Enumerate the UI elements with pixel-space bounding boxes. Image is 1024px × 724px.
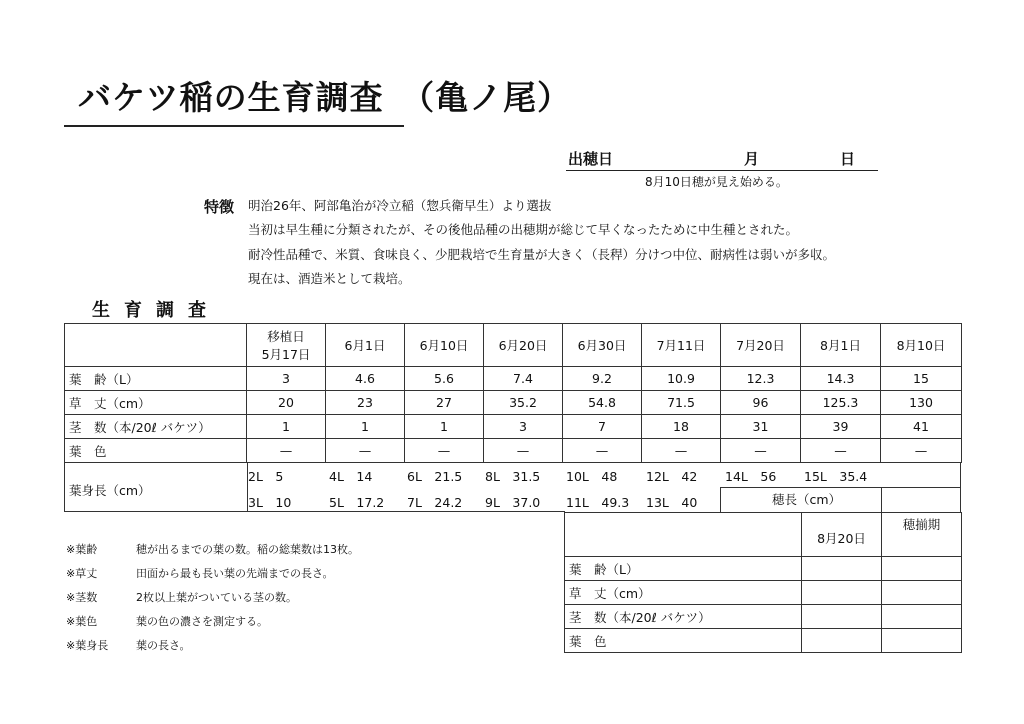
leaf-blade-value: 2L 5: [248, 469, 284, 484]
row-label-leaf-color: 葉 色: [65, 439, 247, 463]
value-cell: 1: [247, 415, 326, 439]
value-cell: 15: [881, 367, 962, 391]
heading-date-label: 出穂日: [568, 150, 614, 168]
value-cell: 10.9: [642, 367, 721, 391]
value-cell: —: [405, 439, 484, 463]
value-cell: 3: [484, 415, 563, 439]
empty-cell: [802, 581, 882, 605]
leaf-blade-value: 15L 35.4: [804, 469, 868, 484]
table-row: [65, 391, 962, 415]
row-label-leaf-color: 葉 色: [565, 629, 802, 653]
heading-day-label: 日: [840, 150, 856, 168]
date-header-cell: 6月10日: [405, 324, 484, 367]
heading-date-row: [566, 148, 878, 170]
date-header-cell: 7月11日: [642, 324, 721, 367]
feature-line: 耐冷性品種で、米質、食味良く、少肥栽培で生育量が大きく（長稈）分けつ中位、耐病性は弱いが多収。: [248, 247, 836, 262]
heading-date-line: [566, 170, 878, 171]
value-cell: 41: [881, 415, 962, 439]
table-row: [565, 557, 962, 581]
table-row: [565, 605, 962, 629]
leaf-blade-value: 6L 21.5: [407, 469, 463, 484]
note-key: ※葉身長: [66, 639, 109, 652]
spike-date-header: 8月20日: [802, 513, 882, 557]
empty-cell: [802, 605, 882, 629]
leaf-blade-value: 4L 14: [329, 469, 373, 484]
table-header-row: [565, 513, 962, 557]
empty-cell: [882, 629, 962, 653]
value-cell: 39: [801, 415, 881, 439]
value-cell: 7.4: [484, 367, 563, 391]
table-header-row: [65, 324, 962, 367]
note-text: 葉の色の濃さを測定する。: [136, 615, 268, 628]
leaf-blade-value: 12L 42: [646, 469, 698, 484]
table-row: [65, 415, 962, 439]
date-header-line1: 移植日: [267, 329, 305, 344]
empty-cell: [882, 581, 962, 605]
page-title: バケツ稲の生育調査 （亀ノ尾）: [78, 78, 572, 117]
value-cell: 3: [247, 367, 326, 391]
note-text: 穂が出るまでの葉の数。稲の総葉数は13枚。: [136, 543, 359, 556]
value-cell: 125.3: [801, 391, 881, 415]
date-header-cell: 8月10日: [881, 324, 962, 367]
value-cell: 5.6: [405, 367, 484, 391]
value-cell: —: [881, 439, 962, 463]
value-cell: 18: [642, 415, 721, 439]
value-cell: 20: [247, 391, 326, 415]
table-row: [565, 581, 962, 605]
value-cell: —: [563, 439, 642, 463]
date-header-cell: 8月1日: [801, 324, 881, 367]
row-label-stem-count: 茎 数（本/20ℓ バケツ）: [565, 605, 802, 629]
row-label-plant-height: 草 丈（cm）: [565, 581, 802, 605]
row-label-plant-height: 草 丈（cm）: [65, 391, 247, 415]
leaf-blade-value: 11L 49.3: [566, 495, 630, 510]
empty-cell: [882, 557, 962, 581]
value-cell: 23: [326, 391, 405, 415]
value-cell: 4.6: [326, 367, 405, 391]
value-cell: 1: [326, 415, 405, 439]
leaf-blade-value: 7L 24.2: [407, 495, 463, 510]
leaf-blade-label: 葉身長（cm）: [69, 483, 151, 498]
note-text: 葉の長さ。: [136, 639, 191, 652]
table-row: [65, 439, 962, 463]
leaf-blade-value: 3L 10: [248, 495, 292, 510]
value-cell: 96: [721, 391, 801, 415]
empty-cell: [882, 605, 962, 629]
note-key: ※茎数: [66, 591, 98, 604]
empty-cell: [802, 629, 882, 653]
heading-date-note: 8月10日穂が見え始める。: [645, 175, 788, 189]
table-row: [65, 367, 962, 391]
value-cell: 31: [721, 415, 801, 439]
header-corner-cell: [565, 513, 802, 557]
title-underline: [64, 125, 404, 127]
value-cell: —: [642, 439, 721, 463]
table-row: [565, 629, 962, 653]
empty-cell: [802, 557, 882, 581]
date-header-cell: 6月1日: [326, 324, 405, 367]
date-header-cell: [247, 324, 326, 367]
spike-table: [564, 512, 962, 653]
feature-line: 当初は早生種に分類されたが、その後他品種の出穂期が総じて早くなったために中生種とされた。: [248, 222, 799, 237]
note-key: ※草丈: [66, 567, 98, 580]
leaf-blade-label-cell: [64, 462, 247, 512]
value-cell: 54.8: [563, 391, 642, 415]
spike-length-label: 穂長（cm）: [772, 492, 842, 507]
value-cell: 71.5: [642, 391, 721, 415]
value-cell: 35.2: [484, 391, 563, 415]
date-header-cell: 7月20日: [721, 324, 801, 367]
heading-month-label: 月: [744, 150, 760, 168]
row-label-leaf-age: 葉 齢（L）: [65, 367, 247, 391]
value-cell: 7: [563, 415, 642, 439]
value-cell: 9.2: [563, 367, 642, 391]
value-cell: 27: [405, 391, 484, 415]
header-corner-cell: [65, 324, 247, 367]
leaf-blade-value: 9L 37.0: [485, 495, 541, 510]
leaf-blade-value: 10L 48: [566, 469, 618, 484]
value-cell: 1: [405, 415, 484, 439]
row-label-leaf-age: 葉 齢（L）: [565, 557, 802, 581]
value-cell: 130: [881, 391, 962, 415]
section-title: 生育調査: [92, 300, 220, 321]
date-header-line2: 5月17日: [261, 347, 311, 362]
feature-line: 現在は、酒造米として栽培。: [248, 271, 411, 286]
row-label-stem-count: 茎 数（本/20ℓ バケツ）: [65, 415, 247, 439]
value-cell: —: [247, 439, 326, 463]
note-text: 2枚以上葉がついている茎の数。: [136, 591, 297, 604]
date-header-cell: 6月30日: [563, 324, 642, 367]
feature-line: 明治26年、阿部亀治が冷立稲（惣兵衛早生）より選抜: [248, 198, 552, 213]
leaf-blade-value: 5L 17.2: [329, 495, 385, 510]
note-key: ※葉齢: [66, 543, 98, 556]
value-cell: —: [326, 439, 405, 463]
leaf-blade-value: 13L 40: [646, 495, 698, 510]
note-key: ※葉色: [66, 615, 98, 628]
leaf-blade-value: 8L 31.5: [485, 469, 541, 484]
growth-table: [64, 323, 962, 463]
value-cell: —: [484, 439, 563, 463]
spike-stage-header: 穂揃期: [882, 513, 962, 557]
date-header-cell: 6月20日: [484, 324, 563, 367]
value-cell: 14.3: [801, 367, 881, 391]
feature-label: 特徴: [204, 198, 235, 216]
value-cell: —: [721, 439, 801, 463]
value-cell: —: [801, 439, 881, 463]
leaf-blade-value: 14L 56: [725, 469, 777, 484]
note-text: 田面から最も長い葉の先端までの長さ。: [136, 567, 334, 580]
value-cell: 12.3: [721, 367, 801, 391]
leaf-blade-section: [64, 462, 961, 512]
